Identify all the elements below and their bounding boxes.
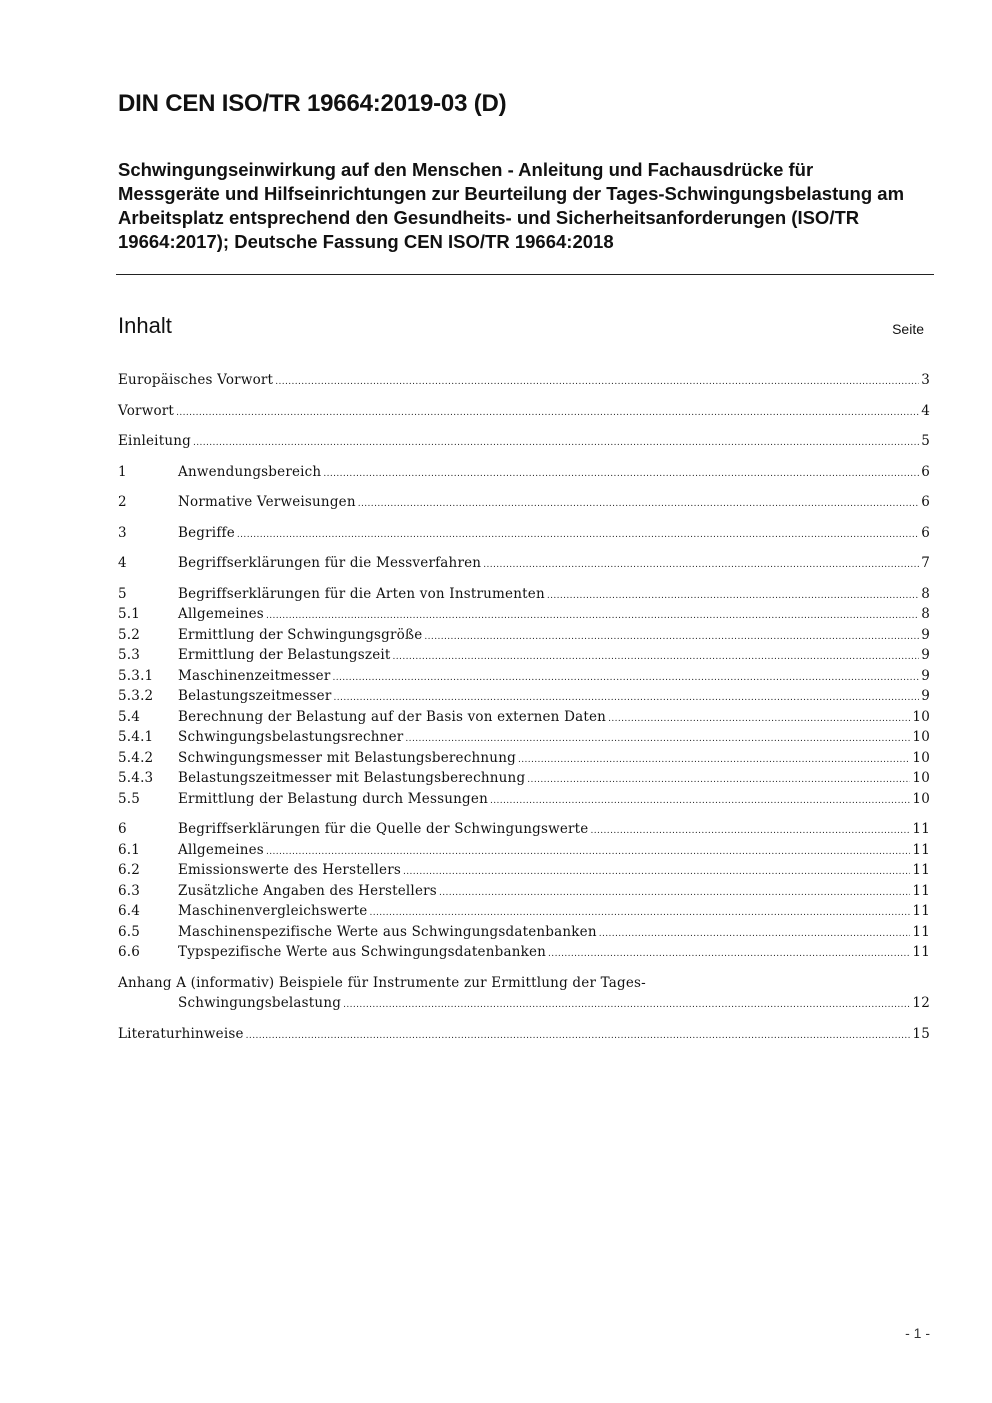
toc-entry-number: 6	[118, 821, 127, 837]
page-number: - 1 -	[905, 1325, 930, 1341]
toc-page-number: 6	[921, 494, 930, 510]
toc-entry-number: 5.3.1	[118, 667, 154, 684]
toc-leader-dots	[275, 372, 919, 393]
table-of-contents	[118, 370, 930, 1044]
toc-entry-label: Begriffserklärungen für die Messverfahren	[178, 555, 482, 571]
toc-entry[interactable]	[118, 666, 930, 687]
toc-leader-dots	[439, 883, 910, 904]
title-divider	[116, 274, 934, 275]
toc-page-number: 10	[912, 708, 930, 725]
toc-leader-dots	[527, 770, 910, 791]
toc-entry-label: Ermittlung der Belastung durch Messungen	[178, 790, 488, 807]
toc-entry-label: Allgemeines	[178, 606, 264, 622]
toc-entry-number: 5.4.2	[118, 749, 154, 766]
toc-entry-label: Maschinenvergleichswerte	[178, 903, 368, 919]
toc-entry-number: 6.1	[118, 841, 141, 858]
toc-entry-label: Einleitung	[118, 433, 191, 449]
toc-entry[interactable]	[118, 604, 930, 625]
toc-entry[interactable]	[118, 553, 930, 574]
toc-page-number: 11	[912, 821, 930, 837]
toc-leader-dots	[490, 791, 910, 812]
toc-entry-number: 4	[118, 555, 127, 571]
toc-leader-dots	[518, 750, 910, 771]
toc-entry[interactable]	[118, 942, 930, 963]
toc-leader-dots	[323, 464, 919, 485]
toc-entry-number: 6.5	[118, 923, 141, 940]
toc-leader-dots	[548, 944, 910, 965]
toc-entry[interactable]	[118, 707, 930, 728]
toc-entry-bibliography[interactable]	[118, 1024, 930, 1045]
toc-entry[interactable]	[118, 370, 930, 391]
toc-page-number: 11	[912, 944, 930, 960]
toc-entry[interactable]	[118, 768, 930, 789]
toc-leader-dots	[333, 668, 920, 689]
toc-page-number: 10	[912, 770, 930, 786]
toc-leader-dots	[424, 627, 919, 648]
toc-leader-dots	[599, 924, 911, 945]
toc-entry-label: Allgemeines	[178, 841, 264, 858]
toc-leader-dots	[547, 586, 919, 607]
toc-entry-label: Begriffe	[178, 524, 235, 541]
toc-entry-number: 6.3	[118, 882, 141, 899]
toc-page-number: 8	[921, 606, 930, 622]
toc-page-number: 10	[912, 749, 930, 766]
toc-page-number: 11	[912, 841, 930, 858]
toc-leader-dots	[334, 688, 920, 709]
toc-entry-label: Maschinenzeitmesser	[178, 667, 331, 684]
toc-page-number: 12	[912, 995, 930, 1011]
toc-entry[interactable]	[118, 492, 930, 513]
toc-page-number: 9	[921, 626, 930, 643]
toc-leader-dots	[369, 903, 910, 924]
toc-annex-subtitle: Schwingungsbelastung	[178, 995, 342, 1011]
toc-entry-label: Typspezifische Werte aus Schwingungsdatenbanken	[178, 944, 547, 960]
toc-page-number: 6	[921, 524, 930, 541]
toc-annex-line2[interactable]	[118, 993, 930, 1014]
toc-leader-dots	[483, 555, 919, 576]
toc-entry[interactable]	[118, 523, 930, 544]
toc-entry-number: 1	[118, 463, 127, 480]
toc-page-number: 9	[921, 647, 930, 663]
toc-page-number: 3	[921, 372, 930, 388]
toc-entry-number: 6.4	[118, 903, 141, 919]
toc-heading: Inhalt	[118, 313, 172, 338]
toc-page-number: 5	[921, 433, 930, 449]
toc-annex-line1[interactable]	[118, 973, 930, 994]
toc-entry-number: 5.2	[118, 626, 141, 643]
toc-entry[interactable]	[118, 431, 930, 452]
toc-page-number: 15	[912, 1025, 930, 1042]
toc-entry-label: Europäisches Vorwort	[118, 372, 274, 388]
toc-entry[interactable]	[118, 901, 930, 922]
toc-entry-number: 5.1	[118, 606, 141, 622]
toc-leader-dots	[608, 709, 910, 730]
toc-entry-number: 5	[118, 585, 127, 602]
toc-leader-dots	[237, 525, 919, 546]
toc-entry-label: Ermittlung der Belastungszeit	[178, 647, 391, 663]
toc-leader-dots	[266, 606, 919, 627]
toc-entry[interactable]	[118, 922, 930, 943]
toc-entries	[118, 370, 930, 963]
toc-leader-dots	[176, 403, 919, 424]
toc-entry[interactable]	[118, 462, 930, 483]
toc-leader-dots	[358, 494, 919, 515]
toc-leader-dots	[591, 821, 911, 842]
toc-entry-label: Maschinenspezifische Werte aus Schwingungsdatenbanken	[178, 923, 597, 940]
toc-entry-number: 3	[118, 524, 127, 541]
toc-entry-label: Schwingungsbelastungsrechner	[178, 729, 404, 745]
toc-entry-number: 5.5	[118, 790, 141, 807]
toc-entry-label: Emissionswerte des Herstellers	[178, 862, 402, 878]
toc-entry-number: 2	[118, 494, 127, 510]
toc-entry[interactable]	[118, 881, 930, 902]
toc-page-number: 11	[912, 923, 930, 940]
toc-leader-dots	[246, 1026, 911, 1047]
toc-entry-number: 5.3.2	[118, 688, 154, 704]
toc-entry-number: 6.2	[118, 862, 141, 878]
toc-entry[interactable]	[118, 686, 930, 707]
toc-entry-label: Begriffserklärungen für die Quelle der Schwingungswerte	[178, 821, 589, 837]
toc-entry[interactable]	[118, 748, 930, 769]
toc-page-number: 9	[921, 688, 930, 704]
document-title: DIN CEN ISO/TR 19664:2019-03 (D)	[118, 90, 507, 117]
toc-entry[interactable]	[118, 840, 930, 861]
toc-entry-label: Begriffserklärungen für die Arten von Instrumenten	[178, 585, 545, 602]
toc-entry-number: 6.6	[118, 944, 141, 960]
toc-entry[interactable]	[118, 789, 930, 810]
toc-entry-number: 5.4.1	[118, 729, 154, 745]
toc-entry[interactable]	[118, 584, 930, 605]
toc-entry[interactable]	[118, 727, 930, 748]
toc-page-number: 11	[912, 882, 930, 899]
toc-entry[interactable]	[118, 401, 930, 422]
toc-entry-number: 5.4.3	[118, 770, 154, 786]
toc-page-number: 4	[921, 402, 930, 419]
toc-bibliography-label: Literaturhinweise	[118, 1025, 244, 1042]
toc-leader-dots	[343, 995, 910, 1016]
toc-entry-label: Ermittlung der Schwingungsgröße	[178, 626, 423, 643]
toc-entry[interactable]	[118, 819, 930, 840]
toc-entry-label: Belastungszeitmesser mit Belastungsberechnung	[178, 770, 526, 786]
toc-page-number: 6	[921, 463, 930, 480]
page-column-label: Seite	[892, 321, 924, 337]
toc-entry-label: Vorwort	[118, 402, 175, 419]
toc-page-number: 8	[921, 585, 930, 602]
toc-page-number: 10	[912, 790, 930, 807]
toc-entry-label: Belastungszeitmesser	[178, 688, 332, 704]
toc-entry-label: Berechnung der Belastung auf der Basis von externen Daten	[178, 708, 607, 725]
toc-entry-number: 5.4	[118, 708, 141, 725]
toc-entry-number: 5.3	[118, 647, 141, 663]
toc-leader-dots	[405, 729, 910, 750]
toc-leader-dots	[193, 433, 919, 454]
toc-entry-label: Normative Verweisungen	[178, 494, 356, 510]
toc-page-number: 7	[921, 555, 930, 571]
toc-page-number: 10	[912, 729, 930, 745]
toc-entry[interactable]	[118, 625, 930, 646]
toc-leader-dots	[403, 862, 910, 883]
document-subtitle: Schwingungseinwirkung auf den Menschen - Anleitung und Fachausdrücke für Messgeräte und Hilfseinrichtungen zur Beurteilung der Tages-Schwingungsbelastung am Arbeitsplatz entsprechend den Gesundheits- und Sicherheitsanforderungen (ISO/TR 19664:2017); Deutsche Fassung CEN ISO/TR 19664:2018	[118, 159, 905, 252]
toc-entry-label: Anwendungsbereich	[178, 463, 322, 480]
toc-leader-dots	[393, 647, 920, 668]
toc-page-number: 11	[912, 903, 930, 919]
toc-entry-label: Schwingungsmesser mit Belastungsberechnung	[178, 749, 516, 766]
toc-page-number: 9	[921, 667, 930, 684]
toc-annex-title: Anhang A (informativ) Beispiele für Instrumente zur Ermittlung der Tages-	[118, 974, 646, 991]
toc-page-number: 11	[912, 862, 930, 878]
toc-entry[interactable]	[118, 860, 930, 881]
toc-leader-dots	[266, 842, 910, 863]
toc-entry-label: Zusätzliche Angaben des Herstellers	[178, 882, 437, 899]
toc-entry[interactable]	[118, 645, 930, 666]
